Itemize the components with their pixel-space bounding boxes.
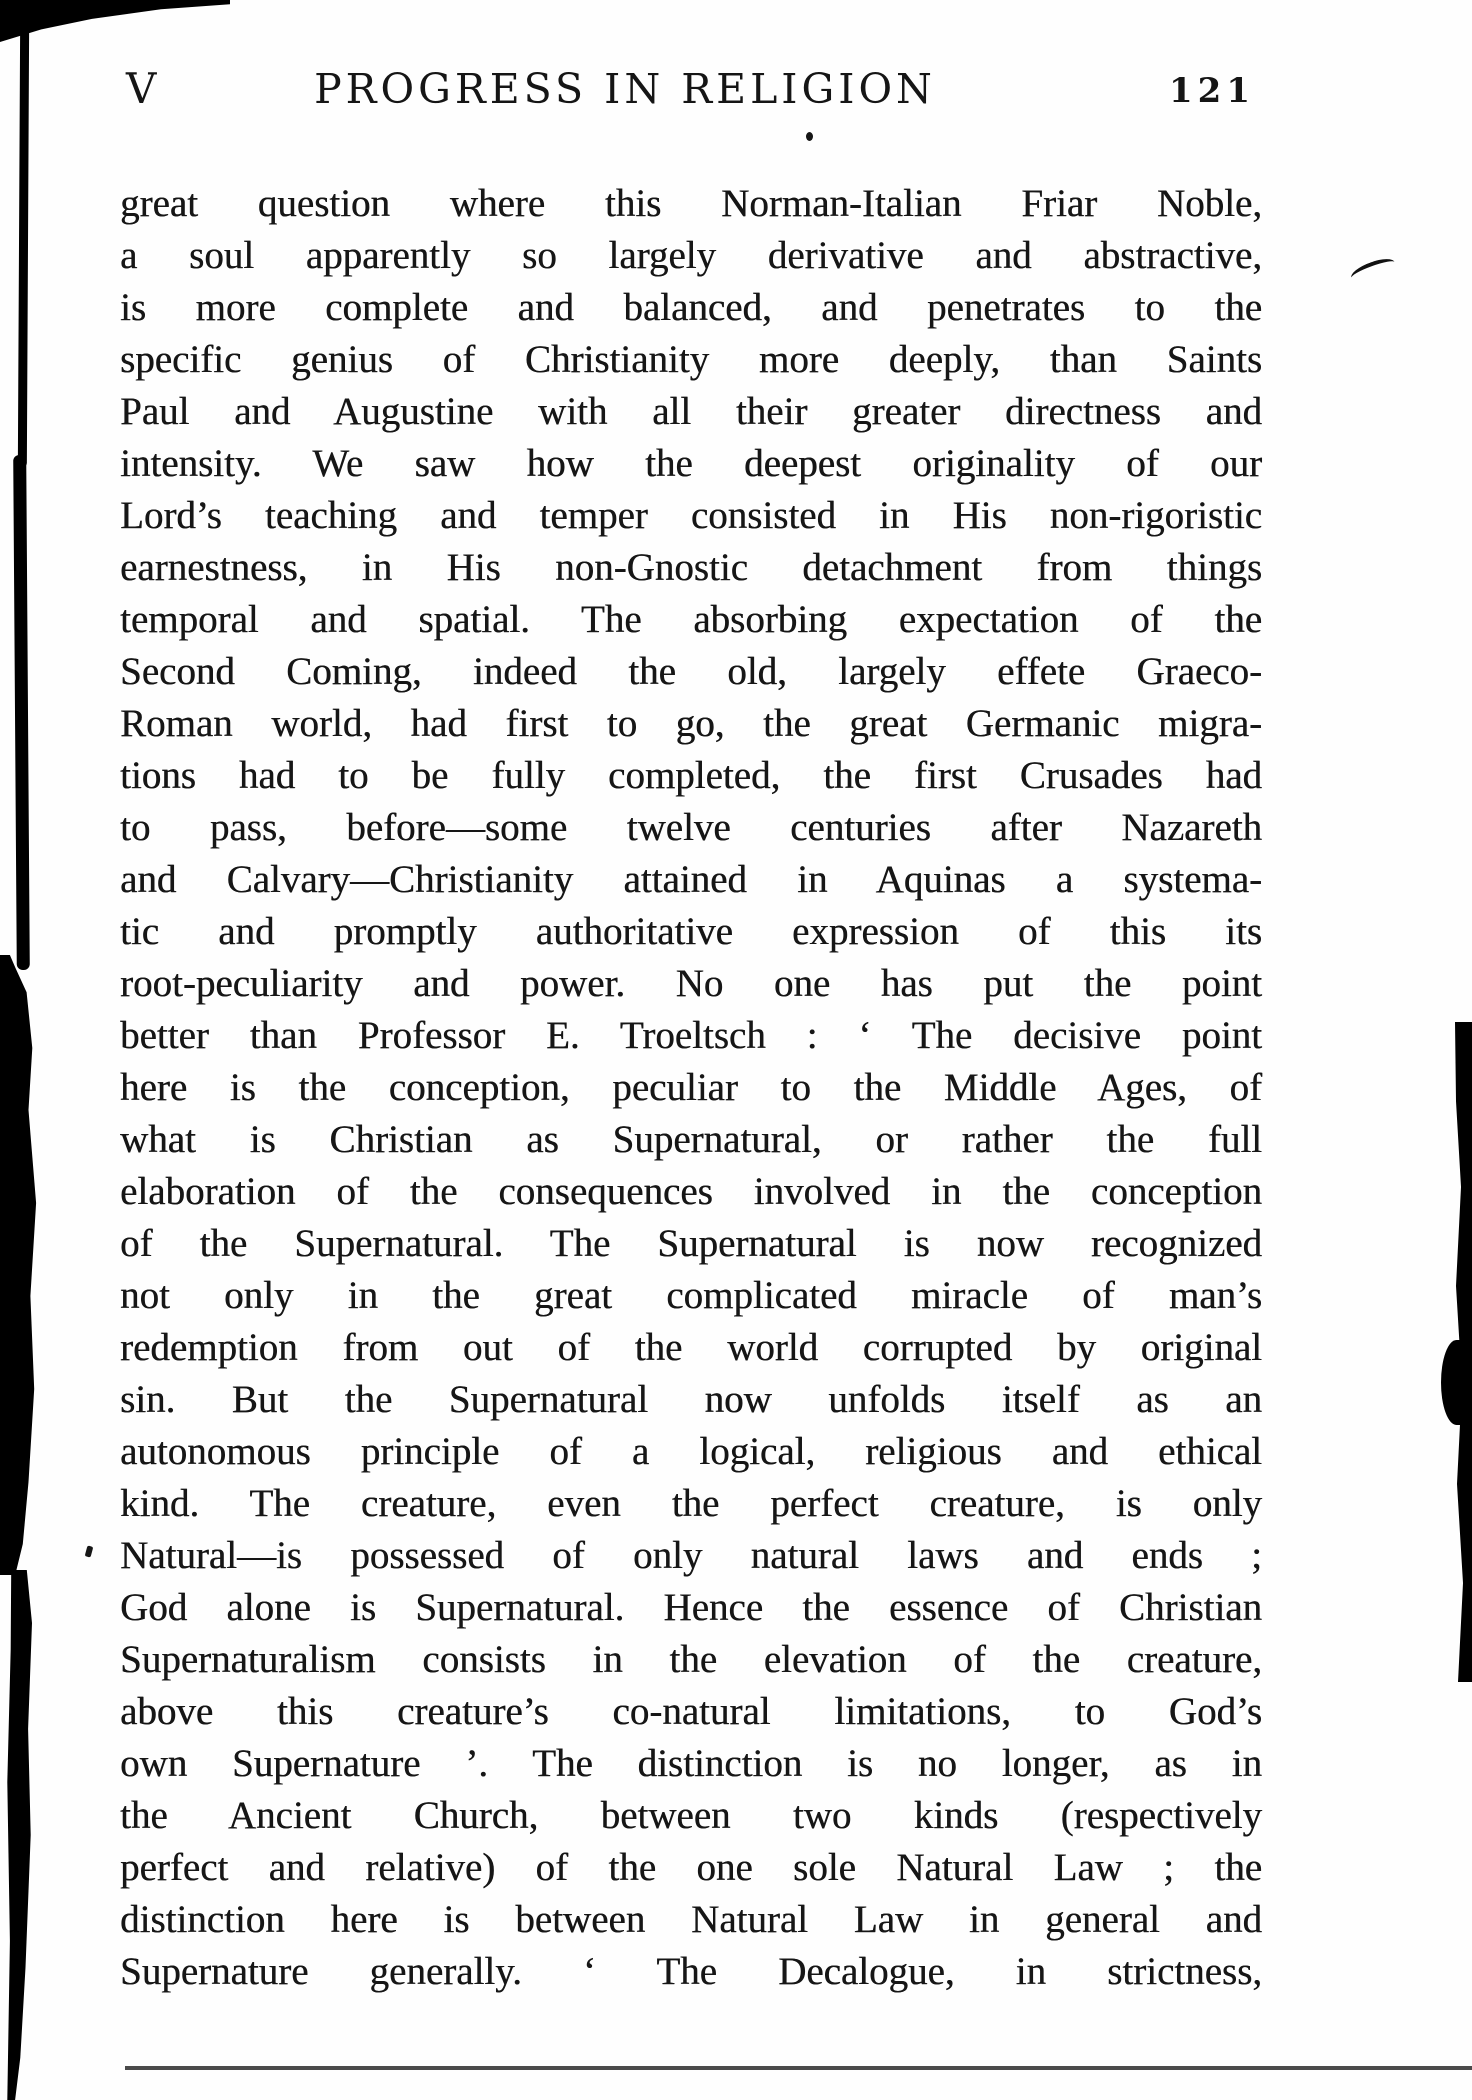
scan-artifact-left-tail xyxy=(6,1570,32,2100)
text-line: what is Christian as Supernatural, or rather the full xyxy=(120,1118,1262,1161)
page-body xyxy=(120,178,1262,1998)
text-line: not only in the great complicated miracle of man’s xyxy=(120,1274,1262,1317)
text-line: intensity. We saw how the deepest originality of our xyxy=(120,442,1262,485)
text-line: perfect and relative) of the one sole Natural Law ; the xyxy=(120,1846,1262,1889)
text-line: Roman world, had first to go, the great Germanic migra- xyxy=(120,702,1262,745)
scan-artifact-left-gutter xyxy=(18,22,29,467)
text-line: earnestness, in His non-Gnostic detachment from things xyxy=(120,546,1262,589)
chapter-numeral: V xyxy=(126,64,159,113)
text-line: a soul apparently so largely derivative and abstractive, xyxy=(120,234,1262,277)
text-line: to pass, before—some twelve centuries after Nazareth xyxy=(120,806,1262,849)
running-title: PROGRESS IN RELIGION xyxy=(314,65,936,113)
text-line: tic and promptly authoritative expression of this its xyxy=(120,910,1262,953)
text-line: Second Coming, indeed the old, largely effete Graeco- xyxy=(120,650,1262,693)
text-line: great question where this Norman-Italian Friar Noble, xyxy=(120,182,1262,225)
text-line: own Supernature ’. The distinction is no longer, as in xyxy=(120,1742,1262,1785)
page-number: 121 xyxy=(1169,71,1255,111)
scan-artifact-speck xyxy=(85,1545,94,1557)
scan-artifact-bottom-edge xyxy=(125,2066,1472,2070)
text-line: better than Professor E. Troeltsch : ‘ The decisive point xyxy=(120,1014,1262,1057)
text-line: God alone is Supernatural. Hence the essence of Christian xyxy=(120,1586,1262,1629)
text-line: tions had to be fully completed, the first Crusades had xyxy=(120,754,1262,797)
text-line: Natural—is possessed of only natural laws and ends ; xyxy=(120,1534,1262,1577)
text-line: Supernature generally. ‘ The Decalogue, in strictness, xyxy=(120,1950,1262,1993)
text-line: Lord’s teaching and temper consisted in His non-rigoristic xyxy=(120,494,1262,537)
text-line: root-peculiarity and power. No one has put the point xyxy=(120,962,1262,1005)
scan-artifact-right-blob xyxy=(1441,1340,1472,1425)
scan-artifact-pen-tick xyxy=(1349,255,1398,286)
text-line: above this creature’s co-natural limitations, to God’s xyxy=(120,1690,1262,1733)
scan-artifact-left-gutter xyxy=(13,455,30,970)
text-line: temporal and spatial. The absorbing expectation of the xyxy=(120,598,1262,641)
text-line: Supernaturalism consists in the elevation of the creature, xyxy=(120,1638,1262,1681)
text-line: autonomous principle of a logical, religious and ethical xyxy=(120,1430,1262,1473)
text-line: sin. But the Supernatural now unfolds itself as an xyxy=(120,1378,1262,1421)
text-line: specific genius of Christianity more deeply, than Saints xyxy=(120,338,1262,381)
text-line: kind. The creature, even the perfect creature, is only xyxy=(120,1482,1262,1525)
text-line: is more complete and balanced, and penetrates to the xyxy=(120,286,1262,329)
text-line: distinction here is between Natural Law in general and xyxy=(120,1898,1262,1941)
text-line: and Calvary—Christianity attained in Aquinas a systema- xyxy=(120,858,1262,901)
text-line: redemption from out of the world corrupted by original xyxy=(120,1326,1262,1369)
scan-artifact-left-band xyxy=(0,955,38,1575)
scan-artifact-top-corner xyxy=(0,0,230,42)
text-line: elaboration of the consequences involved in the conception xyxy=(120,1170,1262,1213)
scan-artifact-speck xyxy=(806,132,813,141)
text-line: Paul and Augustine with all their greater directness and xyxy=(120,390,1262,433)
text-line: here is the conception, peculiar to the Middle Ages, of xyxy=(120,1066,1262,1109)
text-line: of the Supernatural. The Supernatural is now recognized xyxy=(120,1222,1262,1265)
text-line: the Ancient Church, between two kinds (respectively xyxy=(120,1794,1262,1837)
